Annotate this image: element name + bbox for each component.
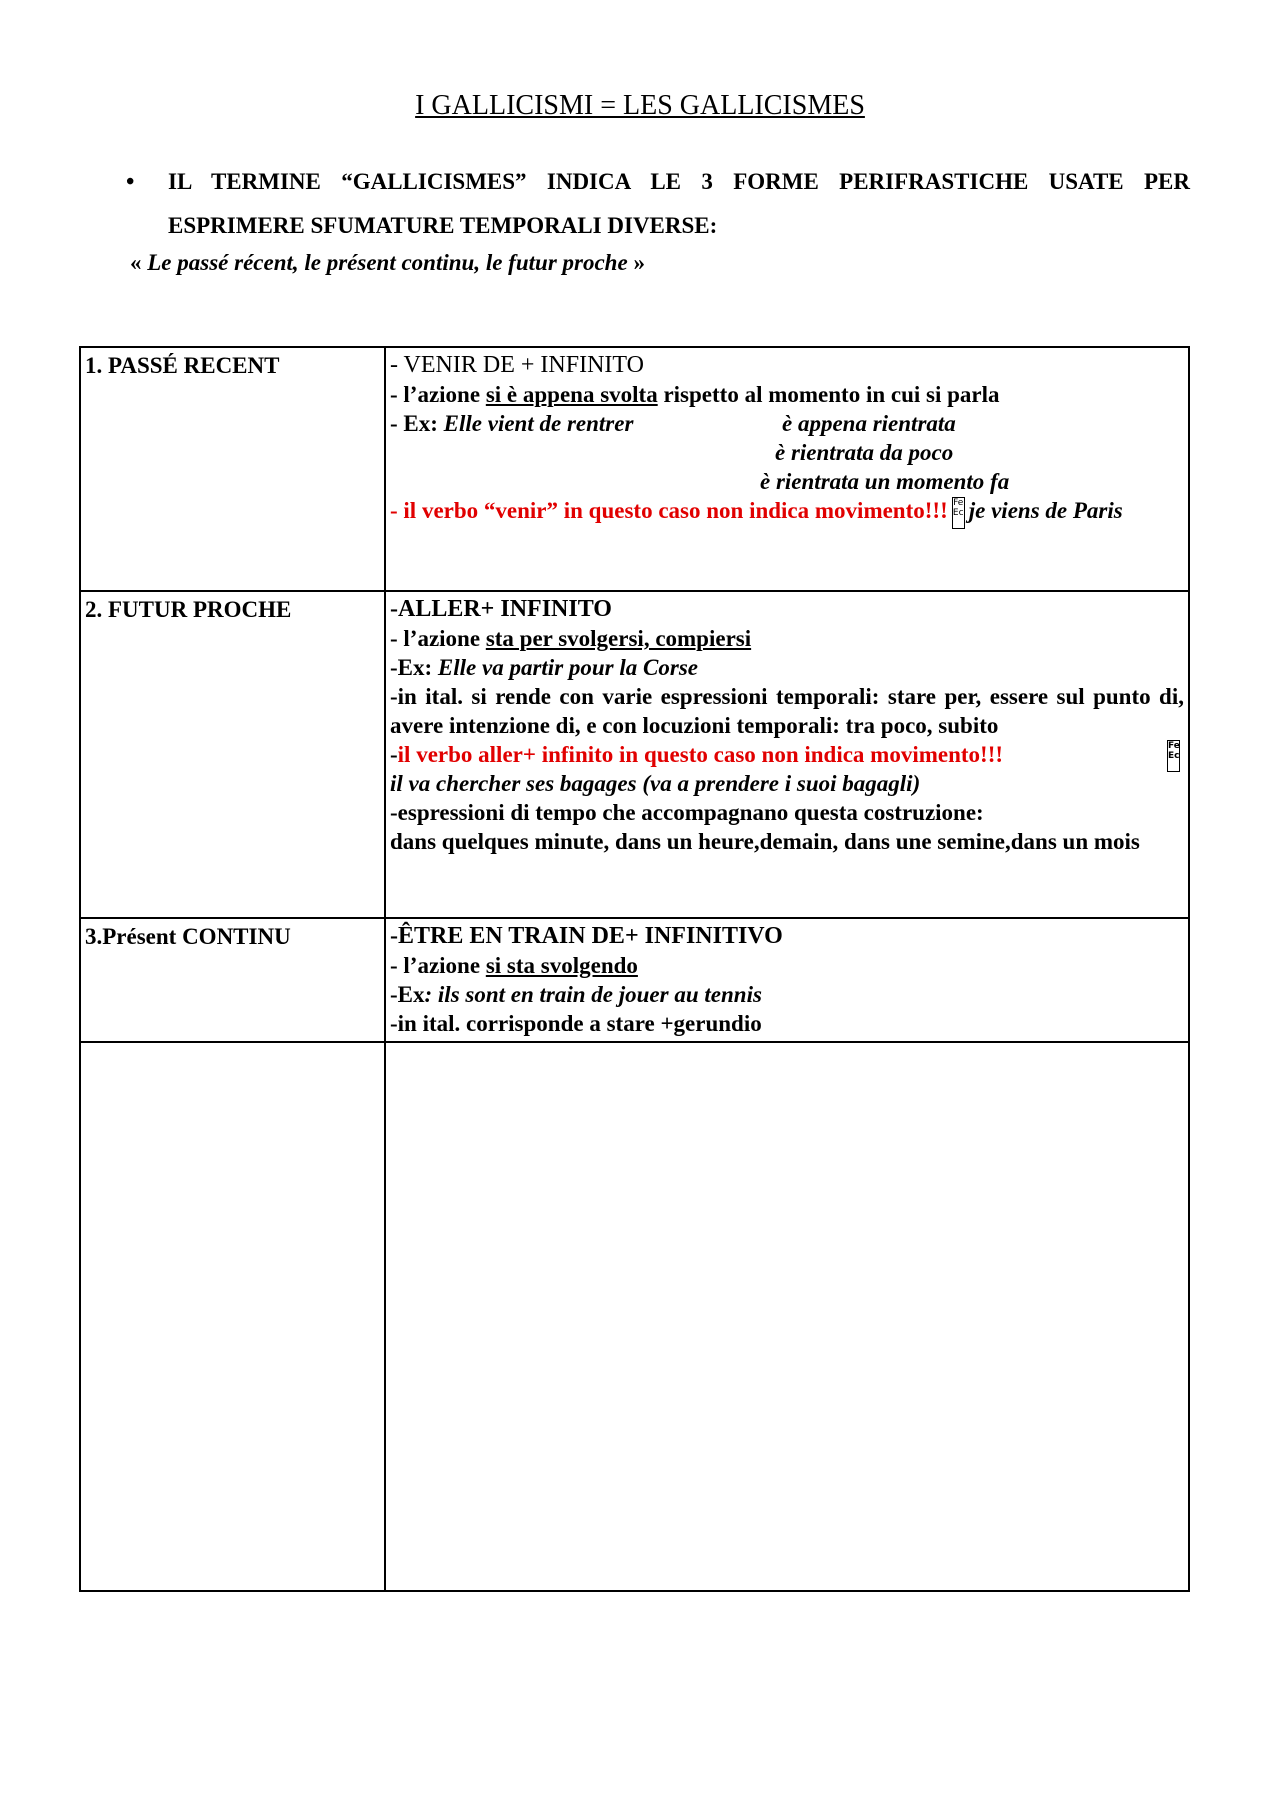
definition-line: - l’azione sta per svolgersi, compiersi bbox=[390, 626, 752, 651]
bullet-icon: • bbox=[126, 169, 135, 195]
intro-bullet bbox=[126, 160, 1190, 248]
example-line: - Ex: Elle vient de rentrer bbox=[390, 411, 634, 436]
row-heading: - VENIR DE + INFINITO bbox=[390, 352, 644, 378]
note-line: -il verbo aller+ infinito in questo caso non indica movimento!!! Fe Ec bbox=[390, 740, 1184, 769]
translation-line: è rientrata da poco bbox=[775, 440, 954, 465]
table-row bbox=[80, 347, 1189, 591]
row-content bbox=[385, 591, 1189, 918]
italian-line: -in ital. si rende con varie espressioni temporali: stare per, essere sul punto di, avere intenzione di, e con locuzioni temporali: tra poco, subito bbox=[390, 684, 1184, 738]
forms-list: Le passé récent, le présent continu, le futur proche bbox=[147, 250, 628, 275]
empty-cell bbox=[80, 1042, 385, 1591]
row-label: 3.Présent CONTINU bbox=[80, 918, 385, 1042]
note-line: - il verbo “venir” in questo caso non indica movimento!!! Fe Ec je viens de Paris bbox=[390, 496, 1184, 529]
italian-line: -in ital. corrisponde a stare +gerundio bbox=[390, 1011, 762, 1036]
example-line: -Ex: ils sont en train de jouer au tennis bbox=[390, 982, 762, 1007]
table-row-empty bbox=[80, 1042, 1189, 1591]
table-row bbox=[80, 591, 1189, 918]
row-label: 2. FUTUR PROCHE bbox=[80, 591, 385, 918]
example-line: -Ex: Elle va partir pour la Corse bbox=[390, 655, 698, 680]
definition-line: - l’azione si sta svolgendo bbox=[390, 953, 638, 978]
row-content bbox=[385, 347, 1189, 591]
row-heading: -ALLER+ INFINITO bbox=[390, 596, 612, 622]
empty-cell bbox=[385, 1042, 1189, 1591]
definition-line: - l’azione si è appena svolta rispetto al momento in cui si parla bbox=[390, 382, 1000, 407]
page-title: I GALLICISMI = LES GALLICISMES bbox=[415, 90, 865, 121]
forms-line: « Le passé récent, le présent continu, le futur proche » bbox=[130, 250, 645, 275]
translation-line: è appena rientrata bbox=[782, 411, 956, 436]
field-marker-icon: Fe Ec bbox=[952, 497, 965, 529]
row-label: 1. PASSÉ RECENT bbox=[80, 347, 385, 591]
row-heading: -ÊTRE EN TRAIN DE+ INFINITIVO bbox=[390, 923, 783, 949]
expressions-list: dans quelques minute, dans un heure,demain, dans une semine,dans un mois bbox=[390, 829, 1140, 854]
field-marker-icon: Fe Ec bbox=[1167, 740, 1180, 772]
table-row bbox=[80, 918, 1189, 1042]
translation-line: è rientrata un momento fa bbox=[760, 469, 1010, 494]
note-example: il va chercher ses bagages (va a prendere i suoi bagagli) bbox=[390, 771, 921, 796]
intro-text: IL TERMINE “GALLICISMES” INDICA LE 3 FORME PERIFRASTICHE USATE PER ESPRIMERE SFUMATURE TEMPORALI DIVERSE: bbox=[168, 169, 1190, 238]
expressions-heading: -espressioni di tempo che accompagnano questa costruzione: bbox=[390, 800, 984, 825]
row-content bbox=[385, 918, 1189, 1042]
gallicisms-table bbox=[79, 346, 1190, 1592]
